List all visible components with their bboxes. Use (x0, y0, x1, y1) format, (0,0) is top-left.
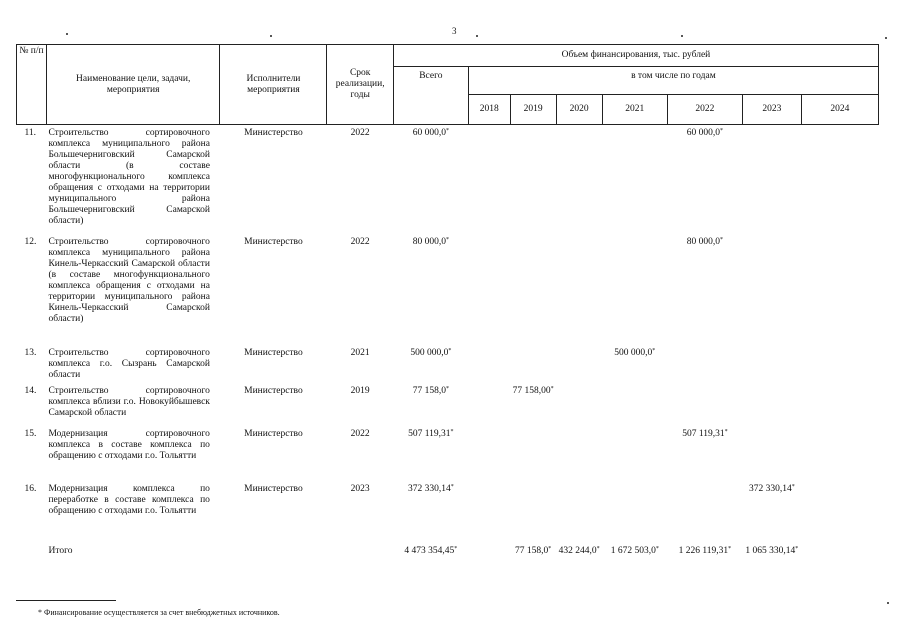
row-year-amount (510, 386, 556, 429)
row-year-amount (556, 125, 602, 237)
row-name: Строительство сортировочного комплекса вблизи г.о. Новокуйбышевск Самарской области (48, 385, 210, 418)
row-executor: Министерство (244, 128, 303, 138)
footnote-asterisk: * (596, 545, 600, 552)
row-year-amount (742, 429, 801, 484)
footnote-asterisk: * (655, 545, 659, 552)
row-executor: Министерство (244, 347, 303, 358)
amount-value: 500 000,0 (614, 347, 653, 358)
footnote-asterisk: * (791, 483, 795, 490)
row-executor: Министерство (244, 428, 303, 439)
footnote-asterisk: * (548, 545, 552, 552)
row-year-amount (801, 484, 878, 546)
total-year-amount (602, 546, 667, 566)
header-by-years: в том числе по годам (468, 67, 878, 95)
footnote-divider (16, 600, 116, 601)
footnote-asterisk: * (454, 545, 458, 552)
row-year-amount (801, 237, 878, 348)
row-year-amount (742, 386, 801, 429)
row-name: Строительство сортировочного комплекса муниципального района Кинель-Черкасский Самарской области (в составе многофункционального комплекса обращения с отходами на территории муниципального района Кинель-Черкасский Самарской области) (48, 236, 210, 324)
total-label: Итого (48, 545, 73, 556)
row-year-amount (801, 125, 878, 237)
row-year-amount (510, 429, 556, 484)
total-row-term (327, 546, 393, 566)
amount-value: 80 000,0 (686, 236, 721, 247)
row-year-amount (510, 484, 556, 546)
row-term: 2023 (350, 483, 370, 494)
row-executor: Министерство (244, 385, 303, 396)
row-number: 15. (24, 428, 37, 439)
total-year-amount (742, 546, 801, 566)
row-year-amount (667, 429, 742, 484)
amount-value: 372 330,14 (407, 483, 451, 494)
row-number: 13. (24, 347, 37, 358)
scan-speck (887, 602, 889, 604)
amount-value: 507 119,31 (408, 428, 451, 439)
header-year: 2020 (556, 95, 602, 125)
amount-value: 60 000,0 (686, 128, 721, 138)
row-year-amount (667, 386, 742, 429)
footnote-asterisk: * (720, 236, 724, 243)
footnote: * Финансирование осуществляется за счет внебюджетных источников. (38, 608, 280, 617)
row-total (393, 484, 468, 546)
row-year-amount (556, 386, 602, 429)
amount-value: 60 000,0 (412, 128, 446, 138)
table-row (17, 125, 879, 237)
table-row (17, 348, 879, 386)
row-year-amount (667, 348, 742, 386)
amount-value: 1 065 330,14 (745, 545, 796, 556)
scan-speck (476, 35, 478, 37)
row-total (393, 386, 468, 429)
total-year-amount (468, 546, 510, 566)
row-total (393, 125, 468, 237)
row-year-amount (667, 237, 742, 348)
row-year-amount (742, 484, 801, 546)
footnote-asterisk: * (550, 385, 554, 392)
row-term: 2022 (350, 128, 370, 138)
scan-speck (885, 37, 887, 39)
table-row (17, 429, 879, 484)
row-executor: Министерство (244, 483, 303, 494)
footnote-asterisk: * (445, 385, 449, 392)
row-year-amount (602, 386, 667, 429)
header-term: Срок реализации, годы (327, 45, 393, 125)
total-row-executor (220, 546, 327, 566)
row-name: Строительство сортировочного комплекса г.о. Сызрань Самарской области (48, 347, 210, 380)
amount-value: 432 244,0 (558, 545, 597, 556)
amount-value: 4 473 354,45 (404, 545, 455, 556)
row-number: 12. (24, 236, 37, 247)
header-year: 2022 (667, 95, 742, 125)
total-year-amount (801, 546, 878, 566)
row-number: 11. (24, 128, 37, 138)
row-year-amount (468, 429, 510, 484)
header-executors: Исполнители мероприятия (220, 45, 327, 125)
amount-value: 372 330,14 (748, 483, 792, 494)
row-name: Модернизация комплекса по переработке в составе комплекса по обращению с отходами г.о. Тольятти (48, 483, 210, 516)
row-year-amount (556, 237, 602, 348)
header-year: 2024 (801, 95, 878, 125)
row-executor: Министерство (244, 236, 303, 247)
footnote-asterisk: * (445, 128, 449, 134)
row-year-amount (742, 237, 801, 348)
row-year-amount (556, 348, 602, 386)
header-year: 2021 (602, 95, 667, 125)
row-year-amount (510, 348, 556, 386)
header-total: Всего (393, 67, 468, 125)
row-year-amount (742, 125, 801, 237)
row-year-amount (667, 125, 742, 237)
row-year-amount (510, 237, 556, 348)
header-year: 2023 (742, 95, 801, 125)
row-year-amount (468, 484, 510, 546)
total-row (17, 546, 879, 566)
amount-value: 500 000,0 (410, 347, 449, 358)
row-total (393, 429, 468, 484)
footnote-asterisk: * (795, 545, 799, 552)
row-total (393, 237, 468, 348)
row-year-amount (602, 484, 667, 546)
table-header (17, 45, 879, 125)
row-name: Модернизация сортировочного комплекса в составе комплекса по обращению с отходами г.о. Тольятти (48, 428, 210, 461)
amount-value: 1 226 119,31 (678, 545, 729, 556)
total-year-amount (556, 546, 602, 566)
row-number: 16. (24, 483, 37, 494)
header-year: 2019 (510, 95, 556, 125)
amount-value: 507 119,31 (682, 428, 725, 439)
footnote-asterisk: * (445, 236, 449, 243)
total-year-amount (667, 546, 742, 566)
row-year-amount (468, 348, 510, 386)
row-year-amount (602, 237, 667, 348)
total-sum (393, 546, 468, 566)
row-term: 2021 (350, 347, 370, 358)
header-num: № п/п (17, 45, 47, 125)
header-name: Наименование цели, задачи, мероприятия (46, 45, 219, 125)
row-year-amount (602, 125, 667, 237)
table-row (17, 386, 879, 429)
amount-value: 77 158,0 (514, 545, 549, 556)
footnote-asterisk: * (720, 128, 724, 134)
funding-table (16, 44, 879, 566)
header-year: 2018 (468, 95, 510, 125)
scan-speck (270, 35, 272, 37)
total-row-num (17, 546, 47, 566)
amount-value: 80 000,0 (412, 236, 446, 247)
scan-speck (66, 33, 68, 35)
row-term: 2022 (350, 236, 370, 247)
row-year-amount (801, 386, 878, 429)
table-body (17, 125, 879, 566)
amount-value: 77 158,00 (512, 385, 551, 396)
row-year-amount (468, 125, 510, 237)
row-year-amount (801, 429, 878, 484)
footnote-asterisk: * (450, 483, 454, 490)
row-year-amount (556, 484, 602, 546)
amount-value: 1 672 503,0 (610, 545, 656, 556)
header-funding: Объем финансирования, тыс. рублей (393, 45, 878, 67)
row-year-amount (556, 429, 602, 484)
row-term: 2019 (350, 385, 370, 396)
footnote-asterisk: * (728, 545, 732, 552)
row-year-amount (742, 348, 801, 386)
row-year-amount (801, 348, 878, 386)
row-year-amount (468, 237, 510, 348)
footnote-asterisk: * (450, 428, 454, 435)
row-year-amount (602, 429, 667, 484)
footnote-asterisk: * (652, 347, 656, 354)
row-year-amount (468, 386, 510, 429)
table-row (17, 237, 879, 348)
row-total (393, 348, 468, 386)
table-row (17, 484, 879, 546)
footnote-asterisk: * (448, 347, 452, 354)
footnote-asterisk: * (724, 428, 728, 435)
page-number: 3 (452, 26, 457, 36)
amount-value: 77 158,0 (412, 385, 446, 396)
row-name: Строительство сортировочного комплекса муниципального района Большечерниговский Самарской области (в составе многофункционального комплекса обращения с отходами на территории муниципального района Большечерниговский Самарской области) (48, 128, 210, 226)
row-year-amount (510, 125, 556, 237)
row-year-amount (667, 484, 742, 546)
row-term: 2022 (350, 428, 370, 439)
row-number: 14. (24, 385, 37, 396)
row-year-amount (602, 348, 667, 386)
scan-speck (681, 35, 683, 37)
total-year-amount (510, 546, 556, 566)
